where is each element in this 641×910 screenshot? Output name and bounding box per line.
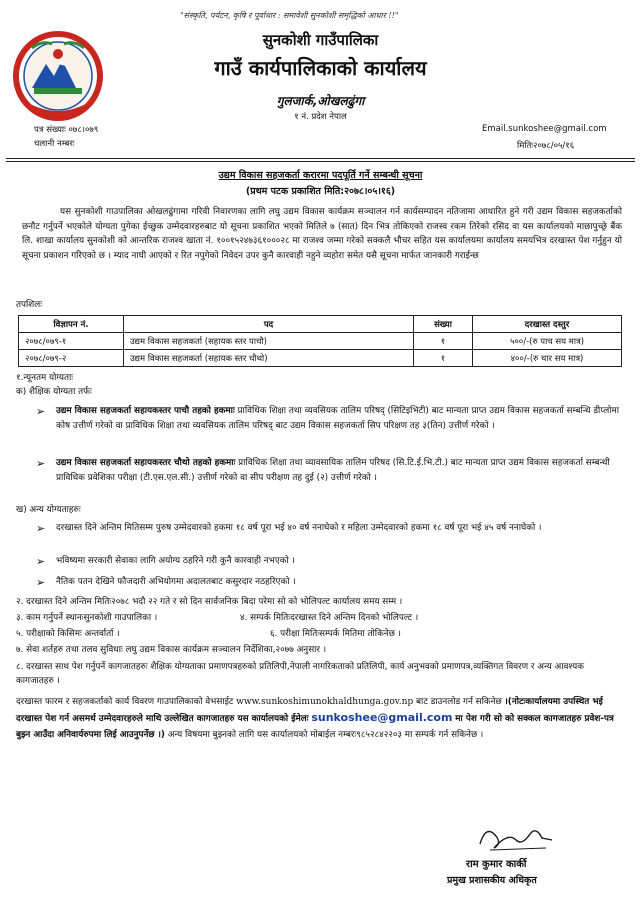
cell-post: उद्यम विकास सहजकर्ता (सहायक स्तर पाचौ) xyxy=(124,333,414,350)
arrow-bullet-icon: ➢ xyxy=(36,457,46,470)
qualification-text: प्राविधिक शिक्षा तथा व्यवसियक तालिम परिषद् (सिटिइभिटी) बाट मान्यता प्राप्त उद्यम विकास सहजकर्ता सम्बन्धि डीप्लोमा कोष उत्तीर्ण गरेको वा प्राविधिक शिक्षा तथा व्यवसियक तालिम परिषद् बाट उद्यम विकास सहजकर्ता सिप परिक्षण तह ३(तिन) उत्तीर्ण गरेको । xyxy=(56,406,619,431)
signatory-designation: प्रमुख प्रशासकीय अधिकृत xyxy=(447,875,537,886)
point-service-terms: ७. सेवा शर्तहरु तथा तलव सुविधाः लघु उद्यम विकास कार्यक्रम सञ्चालन निर्देशिका,२०७७ अनुसार । xyxy=(16,645,327,655)
qualification-heading: उद्यम विकास सहजकर्ता सहायकस्तर चौथो तहको हकमाः xyxy=(56,458,236,468)
notice-intro: यस सुनकोशी गाउपालिका ओखलढुंगामा गरिवी निवारणका लागि लघु उद्यम विकास कार्यक्रम सञ्चालन गर्न कार्यसम्पादन नतिजामा आधारित हुने गरी उद्यम विकास सहजकर्ताको छनौट गर्नुपर्ने भएकोले योग्यता पुगेका ईच्छुक उम्मेदवारहरुबाट यो सूचना प्रकाशित भएको मितिले ७ (सात) दिन भित्र तोकिएको राजस्व रकम तिरेको रसिद वा यस कार्यालयको माछापुच्छ्रे बैंक लि. शाखा कार्यालय सुनकोशी को आन्तरिक राजश्व खाता नं. १००१५२४७३६१०००२८ मा राजश्व जम्मा गरेको सक्कलै भौचर सहित यस कार्यालयमा कार्यालय समयभित्र दरखास्त पेश गर्नुहुन यो सूचना प्रकाशन गरिएको छ । म्याद नाघी आएको र रित नपुगेको निवेदन उपर कुनै कारवाही नहुने व्यहोरा समेत यसै सूचना मार्फत जानकारी गराईन्छ xyxy=(22,207,622,261)
table-header-row xyxy=(19,316,622,333)
cell-fee: ५००/-(रु पाच सय मात्र) xyxy=(473,333,622,350)
tapsil-label: तपशिलः xyxy=(16,300,43,310)
point-documents: ८. दरखास्त साथ पेश गर्नुपर्ने कागजातहरुः शैक्षिक योग्यताका प्रमाणपत्रहरुको प्रतिलिपी,नेपाली नागरिकताको प्रतिलिपी, कार्य अनुभवको प्रमाणपत्र,व्यक्तिगत विवरण र अन्य आवश्यक कागजातहरु । xyxy=(16,662,584,686)
col-post: पद xyxy=(124,316,414,333)
note-text-end: मा पेश गरी सो को सक्कल कागजातहरु प्रवेश-पत्र बुझ्न आउँदा अनिवार्यरुपमा लिई आउनुपर्नेछ ।) xyxy=(16,714,614,740)
form-download-text xyxy=(16,694,626,743)
other-item xyxy=(36,521,622,536)
other-item-text: दरखास्त दिने अन्तिम मितिसम्म पुरुष उम्मेदवारको हकमा १८ वर्ष पूरा भई ४० वर्ष ननाघेको र महिला उम्मेदवारको हकमा १८ वर्ष पूरा भई ४५ वर्ष ननाघेको । xyxy=(56,523,542,533)
other-item-text: भविष्यमा सरकारी सेवाका लागि अयोग्य ठहरिने गरी कुनै कारवाही नभएको । xyxy=(56,556,295,566)
note-email-link[interactable]: sunkoshee@gmail.com xyxy=(311,711,453,724)
qualification-item-4th xyxy=(36,456,622,486)
qualification-heading: उद्यम विकास सहजकर्ता सहायकस्तर पाचौ तहको हकमाः xyxy=(56,406,235,416)
table-row xyxy=(19,350,622,367)
col-count: संख्या xyxy=(414,316,473,333)
contact-text: अन्य विषयमा बुझ्नको लागि यस कार्यालयको मोबाईल नम्बरः९८५२८४२२०३ मा सम्पर्क गर्न सकिनेछ । xyxy=(167,730,484,740)
office-address: गुलजार्क,ओखलढुंगा xyxy=(276,94,365,108)
other-item xyxy=(36,575,622,590)
cell-ad-no: २०७८/०७९-१ xyxy=(19,333,124,350)
form-text-end: बाट डाउनलोड गर्न सकिनेछ xyxy=(416,697,502,707)
note-text: ।(नोटःकार्यालयमा उपस्थित भई दरखास्त पेश गर्न असमर्थ उम्मेदवारहरुले माथि उल्लेखित कागजातहरु यस कार्यालयको ईमेलः xyxy=(16,697,603,724)
point-exam-type: ५. परीक्षाको किसिमः अन्तर्वार्ता । xyxy=(16,629,120,639)
other-qualification-label: ख) अन्य योग्यताहरुः xyxy=(16,505,81,515)
min-qualification-label: १.न्यूनतम योग्यताः xyxy=(16,373,74,383)
form-text: दरखास्त फारम र सहजकर्ताको कार्य विवरण गाउपालिकाको वेभसाईट xyxy=(16,697,234,707)
cell-count: १ xyxy=(414,350,473,367)
edu-qualification-label: क) शैक्षिक योग्यता तर्फः xyxy=(16,387,92,397)
motto: "संस्कृति, पर्यटन, कृषि र पूर्वाधार : समावेशी सुनकोशी समृद्धिको आधार !!" xyxy=(180,11,399,20)
letter-date: मितिः२०७८/०५/१६ xyxy=(517,141,575,151)
dispatch-number: चलानी नम्बरः xyxy=(34,139,75,149)
signature-mark xyxy=(476,818,556,856)
col-ad-no: विज्ञापन नं. xyxy=(19,316,124,333)
cell-ad-no: २०७८/०७९-२ xyxy=(19,350,124,367)
other-item xyxy=(36,554,622,569)
arrow-bullet-icon: ➢ xyxy=(36,555,46,568)
col-fee: दरखास्त दस्तुर xyxy=(473,316,622,333)
cell-post: उद्यम विकास सहजकर्ता (सहायक स्तर चौथो) xyxy=(124,350,414,367)
arrow-bullet-icon: ➢ xyxy=(36,522,46,535)
qualification-text: प्राविधिक शिक्षा तथा व्यावसायिक तालिम परिषद (सि.टि.ई.भि.टी.) बाट मान्यता प्राप्त उद्यम विकास सहजकर्ता सम्बन्धी प्राविधिक प्रवेशिका परीक्षा (टी.एस.एल.सी.) उत्तीर्ण गरेको वा सीप परीक्षण तह दुई (२) उत्तीर्ण गरेको । xyxy=(56,458,610,483)
website-link[interactable]: www.sunkoshimunokhaldhunga.gov.np xyxy=(236,697,414,707)
cell-count: १ xyxy=(414,333,473,350)
point-deadline: २. दरखास्त दिने अन्तिम मितिः२०७८ भदौ २२ गते र सो दिन सार्वजनिक बिदा परेमा सो को भोलिपल्ट कार्यालय समय सम्म । xyxy=(16,597,403,607)
point-contact-date: ४. सम्पर्क मितिःदरखास्त दिने अन्तिम दिनको भोलिपल्ट । xyxy=(240,613,419,623)
cell-fee: ४००/-(रु चार सय मात्र) xyxy=(473,350,622,367)
signatory-name: राम कुमार कार्की xyxy=(466,859,527,870)
vacancy-table xyxy=(18,315,622,367)
point-workplace: ३. काम गर्नुपर्ने स्थानःसुनकोशी गाउपालिका । xyxy=(16,613,158,623)
notice-title: उद्यम विकास सहजकर्ता करारमा पदपूर्ति गर्ने सम्बन्धी सूचना xyxy=(218,170,423,181)
point-exam-date: ६. परीक्षा मितिःसम्पर्क मितिमा तोकिनेछ । xyxy=(270,629,402,639)
arrow-bullet-icon: ➢ xyxy=(36,576,46,589)
office-email: Email.sunkoshee@gmail.com xyxy=(482,124,607,134)
municipality-name: सुनकोशी गाउँपालिका xyxy=(262,31,379,49)
office-name: गाउँ कार्यपालिकाको कार्यालय xyxy=(214,56,427,80)
qualification-item-5th xyxy=(36,404,622,434)
other-item-text: नैतिक पतन देखिने फौजदारी अभियोगमा अदालतबाट कसुरदार नठहरिएको । xyxy=(56,577,296,587)
province: १ नं. प्रदेश नेपाल xyxy=(294,112,347,122)
header-divider xyxy=(6,158,635,159)
notice-subtitle: (प्रथम पटक प्रकाशित मिति:२०७८।०५।१६) xyxy=(245,186,396,197)
arrow-bullet-icon: ➢ xyxy=(36,405,46,418)
header-divider-thin xyxy=(6,161,635,162)
table-row xyxy=(19,333,622,350)
letter-number: पत्र संख्याः ०७८।०७९ xyxy=(34,125,99,135)
